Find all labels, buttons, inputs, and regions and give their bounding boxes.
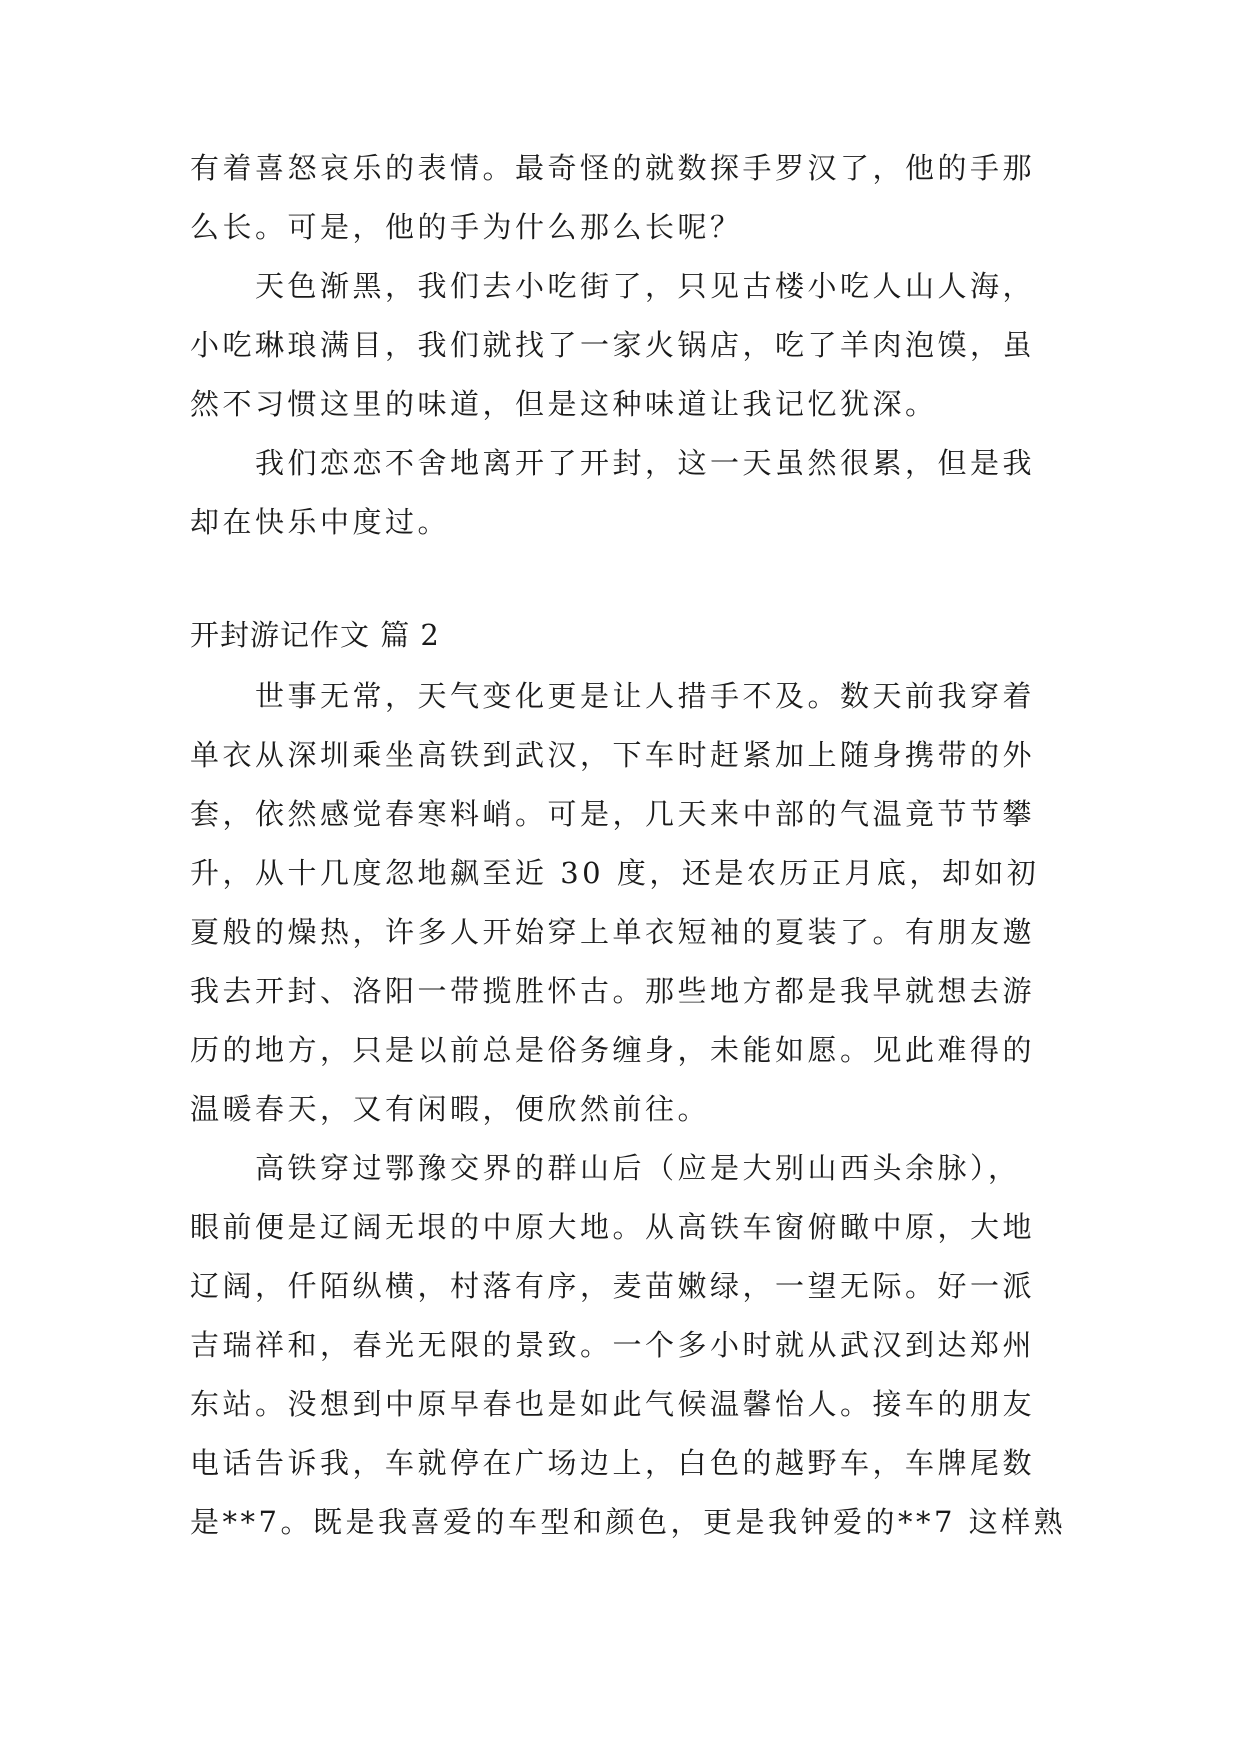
paragraph-line: 电话告诉我，车就停在广场边上，白色的越野车，车牌尾数 <box>190 1446 1036 1480</box>
paragraph-line: 眼前便是辽阔无垠的中原大地。从高铁车窗俯瞰中原，大地 <box>190 1210 1036 1244</box>
paragraph-line: 有着喜怒哀乐的表情。最奇怪的就数探手罗汉了，他的手那 <box>190 151 1036 185</box>
paragraph-line: 辽阔，仟陌纵横，村落有序，麦苗嫩绿，一望无际。好一派 <box>190 1269 1036 1303</box>
section-heading: 开封游记作文 篇 2 <box>190 618 440 652</box>
paragraph-line: 么长。可是，他的手为什么那么长呢？ <box>190 210 743 244</box>
paragraph-line: 夏般的燥热，许多人开始穿上单衣短袖的夏装了。有朋友邀 <box>190 915 1036 949</box>
paragraph-line: 我们恋恋不舍地离开了开封，这一天虽然很累，但是我 <box>255 446 1036 480</box>
paragraph-line: 世事无常，天气变化更是让人措手不及。数天前我穿着 <box>255 679 1036 713</box>
paragraph-line: 天色渐黑，我们去小吃街了，只见古楼小吃人山人海， <box>255 269 1036 303</box>
paragraph-line: 是**7。既是我喜爱的车型和颜色，更是我钟爱的**7 这样熟 <box>190 1505 1067 1539</box>
paragraph-line: 温暖春天，又有闲暇，便欣然前往。 <box>190 1092 711 1126</box>
paragraph-line: 小吃琳琅满目，我们就找了一家火锅店，吃了羊肉泡馍，虽 <box>190 328 1036 362</box>
paragraph-line: 然不习惯这里的味道，但是这种味道让我记忆犹深。 <box>190 387 938 421</box>
paragraph-line: 却在快乐中度过。 <box>190 505 451 539</box>
paragraph-line: 单衣从深圳乘坐高铁到武汉，下车时赶紧加上随身携带的外 <box>190 738 1036 772</box>
paragraph-line: 我去开封、洛阳一带揽胜怀古。那些地方都是我早就想去游 <box>190 974 1036 1008</box>
paragraph-line: 高铁穿过鄂豫交界的群山后（应是大别山西头余脉）， <box>255 1151 1021 1185</box>
paragraph-line: 吉瑞祥和，春光无限的景致。一个多小时就从武汉到达郑州 <box>190 1328 1036 1362</box>
paragraph-line: 升，从十几度忽地飙至近 30 度，还是农历正月底，却如初 <box>190 856 1040 890</box>
paragraph-line: 东站。没想到中原早春也是如此气候温馨怡人。接车的朋友 <box>190 1387 1036 1421</box>
paragraph-line: 历的地方，只是以前总是俗务缠身，未能如愿。见此难得的 <box>190 1033 1036 1067</box>
paragraph-line: 套，依然感觉春寒料峭。可是，几天来中部的气温竟节节攀 <box>190 797 1036 831</box>
